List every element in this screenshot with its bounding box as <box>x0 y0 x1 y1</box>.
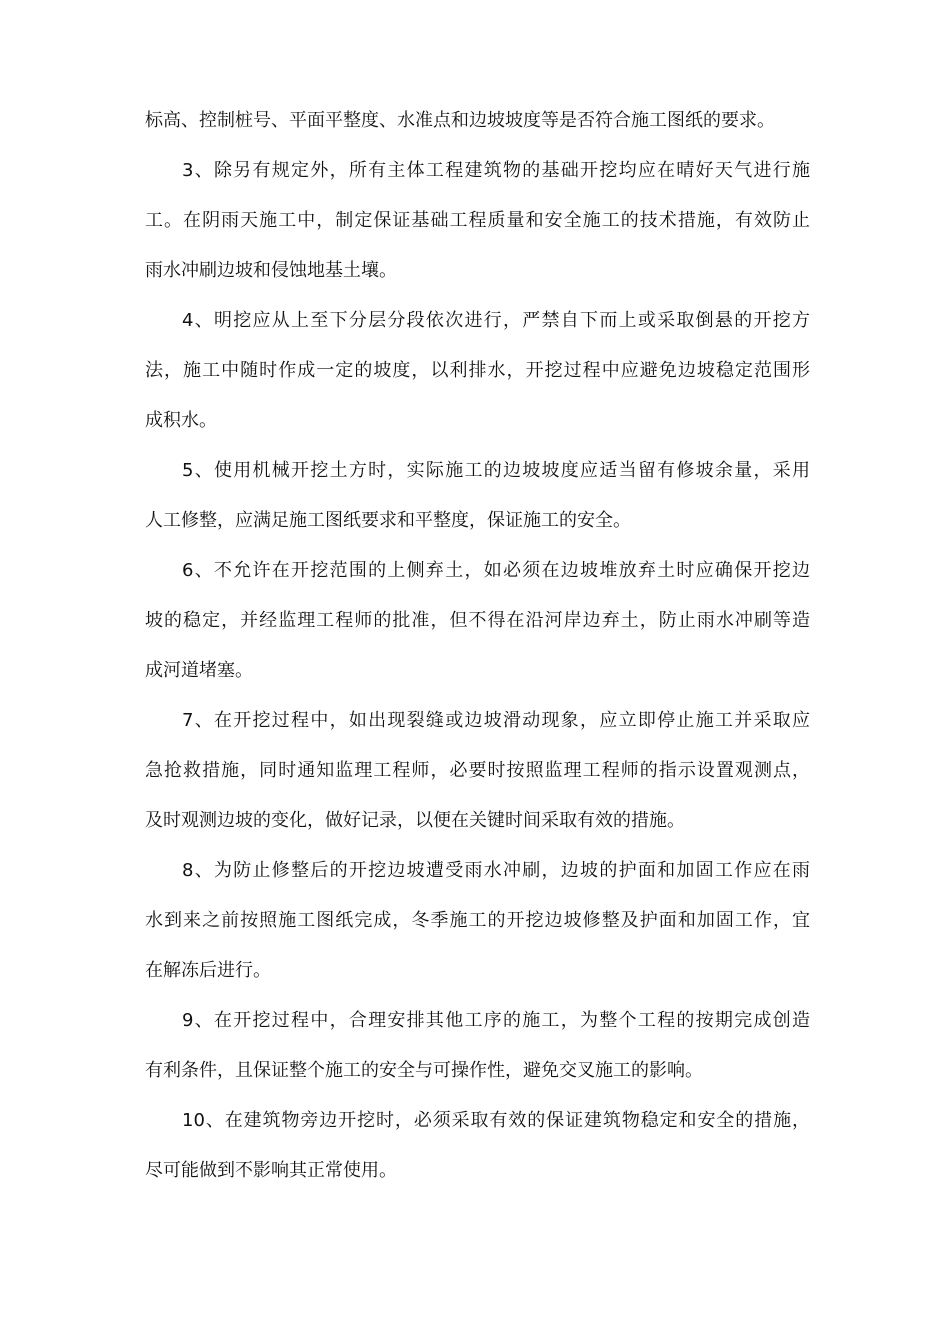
paragraph-7-line-1: 7、在开挖过程中，如出现裂缝或边坡滑动现象，应立即停止施工并采取应 <box>182 710 810 731</box>
paragraph-8-line-3: 在解冻后进行。 <box>145 960 271 981</box>
paragraph-9-line-1: 9、在开挖过程中，合理安排其他工序的施工，为整个工程的按期完成创造 <box>182 1010 810 1031</box>
paragraph-10-line-2: 尽可能做到不影响其正常使用。 <box>145 1160 397 1181</box>
paragraph-3-line-2: 工。在阴雨天施工中，制定保证基础工程质量和安全施工的技术措施，有效防止 <box>145 210 810 231</box>
paragraph-6-line-2: 坡的稳定，并经监理工程师的批准，但不得在沿河岸边弃土，防止雨水冲刷等造 <box>145 610 810 631</box>
paragraph-3-line-1: 3、除另有规定外，所有主体工程建筑物的基础开挖均应在晴好天气进行施 <box>182 160 810 181</box>
paragraph-4-line-3: 成积水。 <box>145 410 217 431</box>
paragraph-7-line-2: 急抢救措施，同时通知监理工程师，必要时按照监理工程师的指示设置观测点， <box>145 760 810 781</box>
paragraph-8-line-1: 8、为防止修整后的开挖边坡遭受雨水冲刷，边坡的护面和加固工作应在雨 <box>182 860 810 881</box>
paragraph-7-line-3: 及时观测边坡的变化，做好记录，以便在关键时间采取有效的措施。 <box>145 810 685 831</box>
paragraph-10-line-1: 10、在建筑物旁边开挖时，必须采取有效的保证建筑物稳定和安全的措施， <box>182 1110 810 1131</box>
paragraph-8-line-2: 水到来之前按照施工图纸完成，冬季施工的开挖边坡修整及护面和加固工作，宜 <box>145 910 810 931</box>
paragraph-3-line-3: 雨水冲刷边坡和侵蚀地基土壤。 <box>145 260 397 281</box>
paragraph-6-line-1: 6、不允许在开挖范围的上侧弃土，如必须在边坡堆放弃土时应确保开挖边 <box>182 560 810 581</box>
paragraph-4-line-2: 法，施工中随时作成一定的坡度，以利排水，开挖过程中应避免边坡稳定范围形 <box>145 360 810 381</box>
paragraph-5-line-2: 人工修整，应满足施工图纸要求和平整度，保证施工的安全。 <box>145 510 631 531</box>
paragraph-4-line-1: 4、明挖应从上至下分层分段依次进行，严禁自下而上或采取倒悬的开挖方 <box>182 310 810 331</box>
paragraph-5-line-1: 5、使用机械开挖土方时，实际施工的边坡坡度应适当留有修坡余量，采用 <box>182 460 810 481</box>
paragraph-6-line-3: 成河道堵塞。 <box>145 660 253 681</box>
text-line: 标高、控制桩号、平面平整度、水准点和边坡坡度等是否符合施工图纸的要求。 <box>145 110 775 131</box>
paragraph-9-line-2: 有利条件，且保证整个施工的安全与可操作性，避免交叉施工的影响。 <box>145 1060 703 1081</box>
